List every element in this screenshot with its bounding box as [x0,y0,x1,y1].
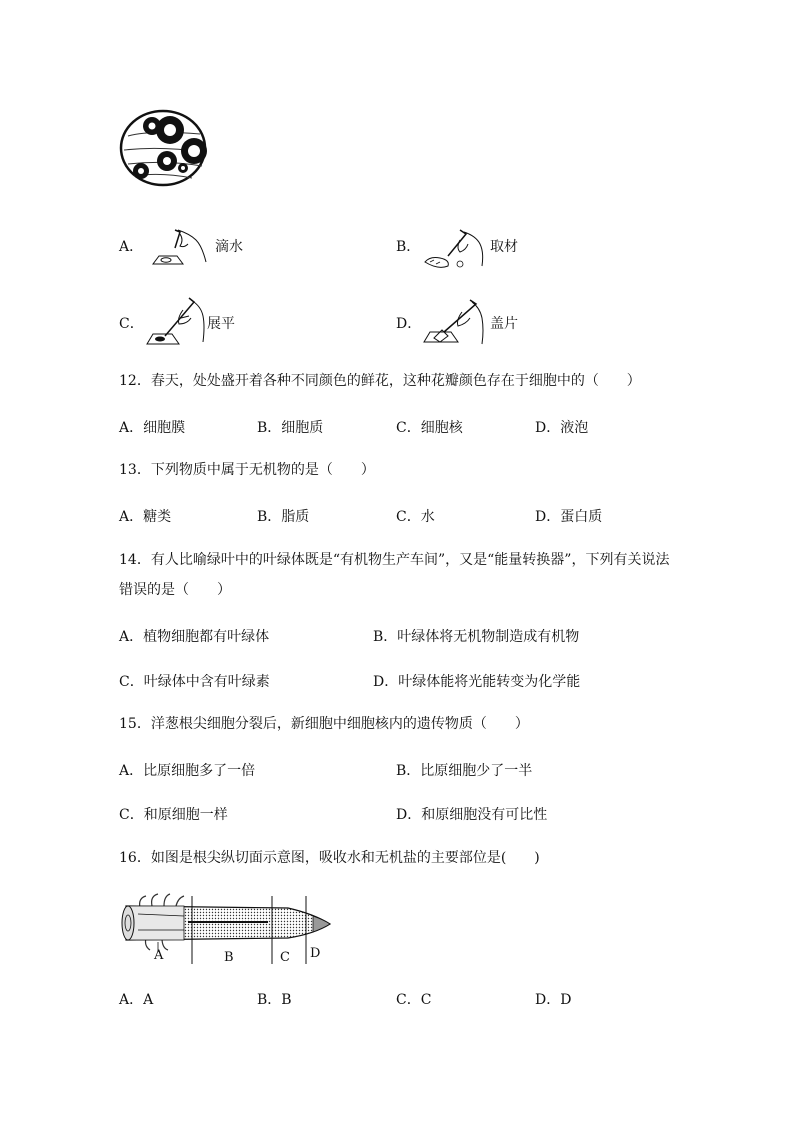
dropper-icon [150,226,208,268]
q14-option-a: A．植物细胞都有叶绿体 [119,629,270,645]
root-tip-label-a: A [154,948,164,963]
q16-option-a: A．A [119,992,154,1008]
q14-stem-line2: 错误的是（ ） [119,582,231,598]
scraping-icon [420,226,486,272]
q12-option-d: D．液泡 [535,420,589,436]
coverslip-icon [420,298,486,346]
q14-stem-line1: 14．有人比喻绿叶中的叶绿体既是“有机物生产车间”，又是“能量转换器”，下列有关说法 [119,552,670,568]
q11-option-b-label: 取材 [490,239,518,255]
root-tip-label-d: D [310,946,321,961]
q14-option-d: D．叶绿体能将光能转变为化学能 [373,674,581,690]
q16-option-c: C．C [396,992,432,1008]
root-tip-figure [118,890,338,970]
spreading-icon [145,296,207,348]
q15-option-d: D．和原细胞没有可比性 [396,807,548,823]
q12-option-c: C．细胞核 [396,420,463,436]
q15-stem: 15．洋葱根尖细胞分裂后，新细胞中细胞核内的遗传物质（ ） [119,716,529,732]
q12-option-a: A．细胞膜 [119,420,186,436]
microscope-view-bubbles-figure [120,108,210,188]
q13-option-d: D．蛋白质 [535,509,603,525]
q12-stem: 12．春天，处处盛开着各种不同颜色的鲜花，这种花瓣颜色存在于细胞中的（ ） [119,373,641,389]
q11-option-a-label: 滴水 [215,239,243,255]
q11-option-b-letter: B． [396,239,421,255]
q15-option-a: A．比原细胞多了一倍 [119,763,256,779]
q13-stem: 13．下列物质中属于无机物的是（ ） [119,462,375,478]
root-tip-label-c: C [280,950,290,965]
q15-option-b: B．比原细胞少了一半 [396,763,533,779]
q13-option-c: C．水 [396,509,435,525]
q14-option-c: C．叶绿体中含有叶绿素 [119,674,270,690]
q13-option-a: A．糖类 [119,509,172,525]
q12-option-b: B．细胞质 [257,420,324,436]
q15-option-c: C．和原细胞一样 [119,807,228,823]
q16-stem: 16．如图是根尖纵切面示意图，吸收水和无机盐的主要部位是( ) [119,850,540,866]
q16-option-d: D．D [535,992,572,1008]
q14-option-b: B．叶绿体将无机物制造成有机物 [373,629,580,645]
q13-option-b: B．脂质 [257,509,310,525]
q11-option-c-letter: C． [119,316,144,332]
q11-option-d-letter: D． [396,316,422,332]
root-tip-label-b: B [224,950,234,965]
q11-option-c-label: 展平 [207,316,235,332]
q11-option-a-letter: A． [119,239,144,255]
q11-option-d-label: 盖片 [490,316,518,332]
q16-option-b: B．B [257,992,292,1008]
